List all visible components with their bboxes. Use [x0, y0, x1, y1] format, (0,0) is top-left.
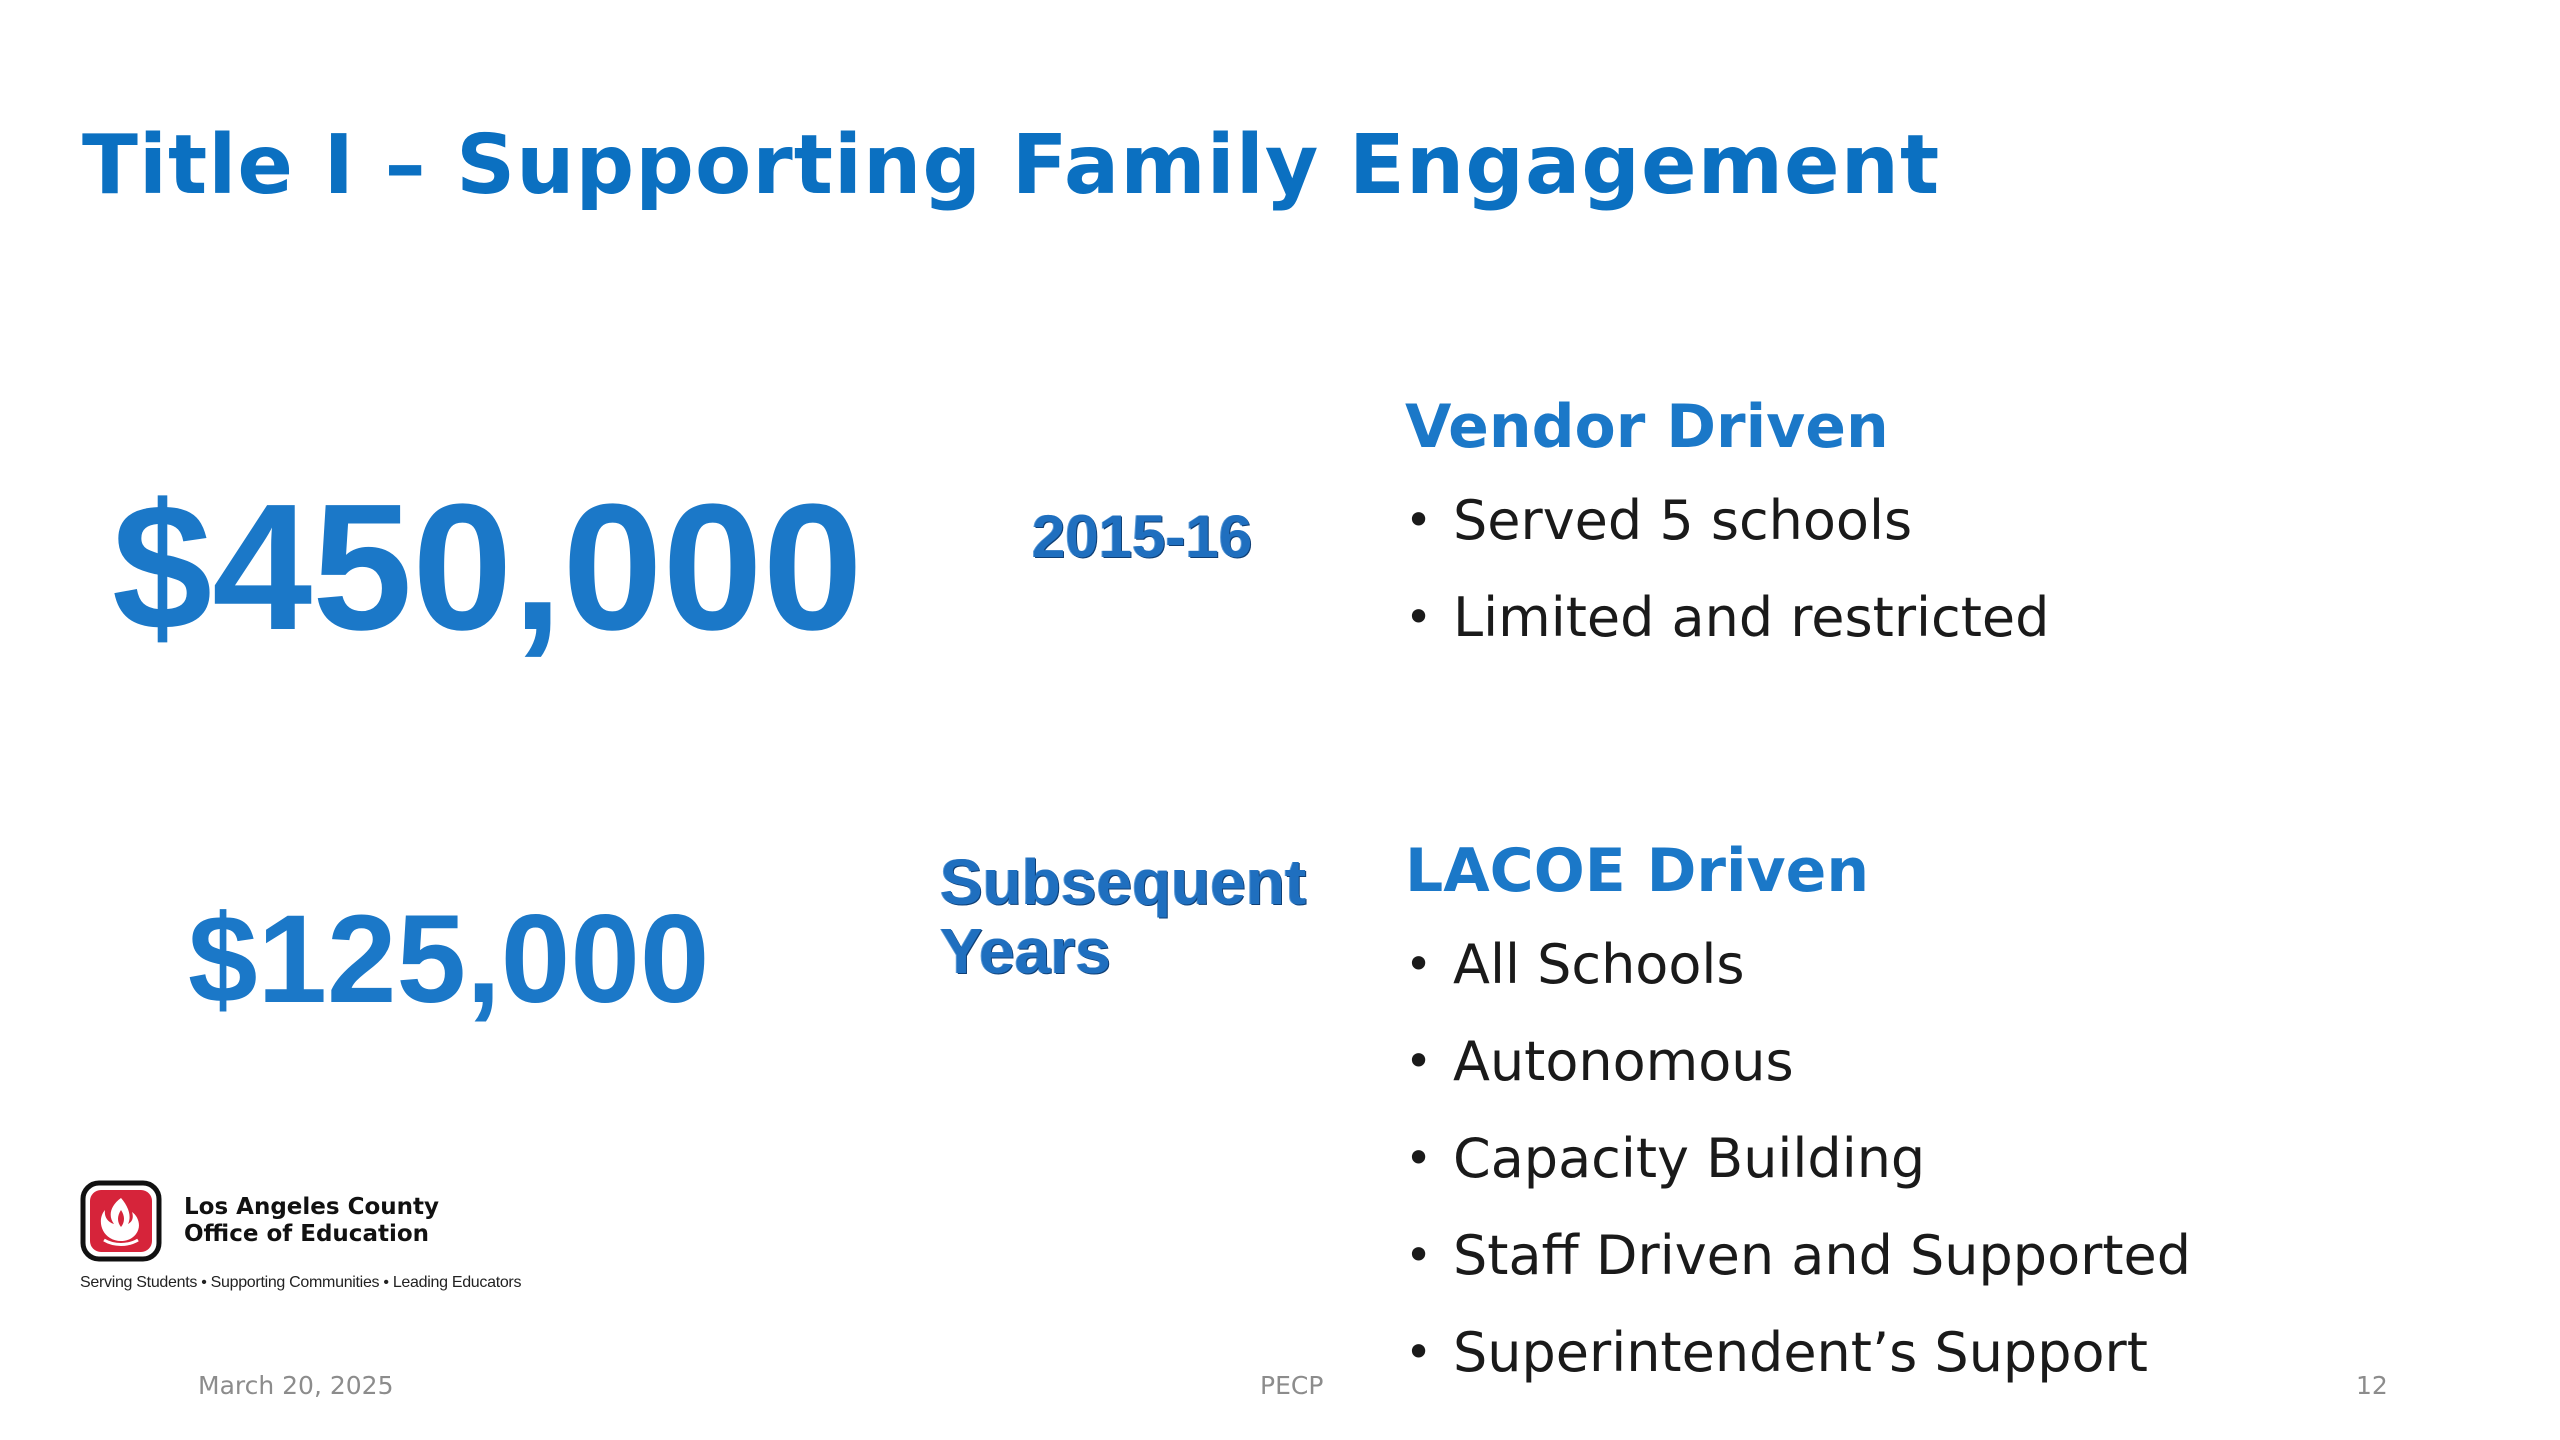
vendor-driven-heading: Vendor Driven [1405, 392, 1889, 462]
funding-amount-subsequent-years: $125,000 [188, 890, 710, 1029]
period-label-2015-16: 2015-16 [1032, 503, 1253, 570]
lacoe-logo [80, 1180, 600, 1300]
bullet-item: • Staff Driven and Supported [1405, 1207, 2191, 1304]
vendor-driven-bullet-list [1405, 472, 2049, 666]
funding-amount-2015-16: $450,000 [112, 467, 863, 668]
footer-presentation-label: PECP [1260, 1371, 1324, 1400]
logo-tagline: Serving Students • Supporting Communities • Leading Educators [80, 1274, 522, 1291]
bullet-item: • Superintendent’s Support [1405, 1304, 2191, 1401]
lacoe-driven-heading: LACOE Driven [1405, 836, 1870, 906]
footer-date: March 20, 2025 [198, 1371, 394, 1400]
bullet-item: • Capacity Building [1405, 1110, 2191, 1207]
period-label-subsequent-years: Subsequent Years [940, 846, 1307, 988]
lacoe-driven-bullet-list [1405, 916, 2191, 1401]
lacoe-flame-seal-icon [80, 1180, 162, 1262]
slide-number: 12 [2356, 1371, 2388, 1400]
logo-organization-name [184, 1194, 439, 1248]
bullet-item: • Served 5 schools [1405, 472, 2049, 569]
logo-name-line-1: Los Angeles County [184, 1194, 439, 1220]
bullet-item: • All Schools [1405, 916, 2191, 1013]
slide-title: Title I – Supporting Family Engagement [82, 118, 1941, 213]
logo-name-line-2: Office of Education [184, 1221, 430, 1247]
bullet-item: • Limited and restricted [1405, 569, 2049, 666]
bullet-item: • Autonomous [1405, 1013, 2191, 1110]
